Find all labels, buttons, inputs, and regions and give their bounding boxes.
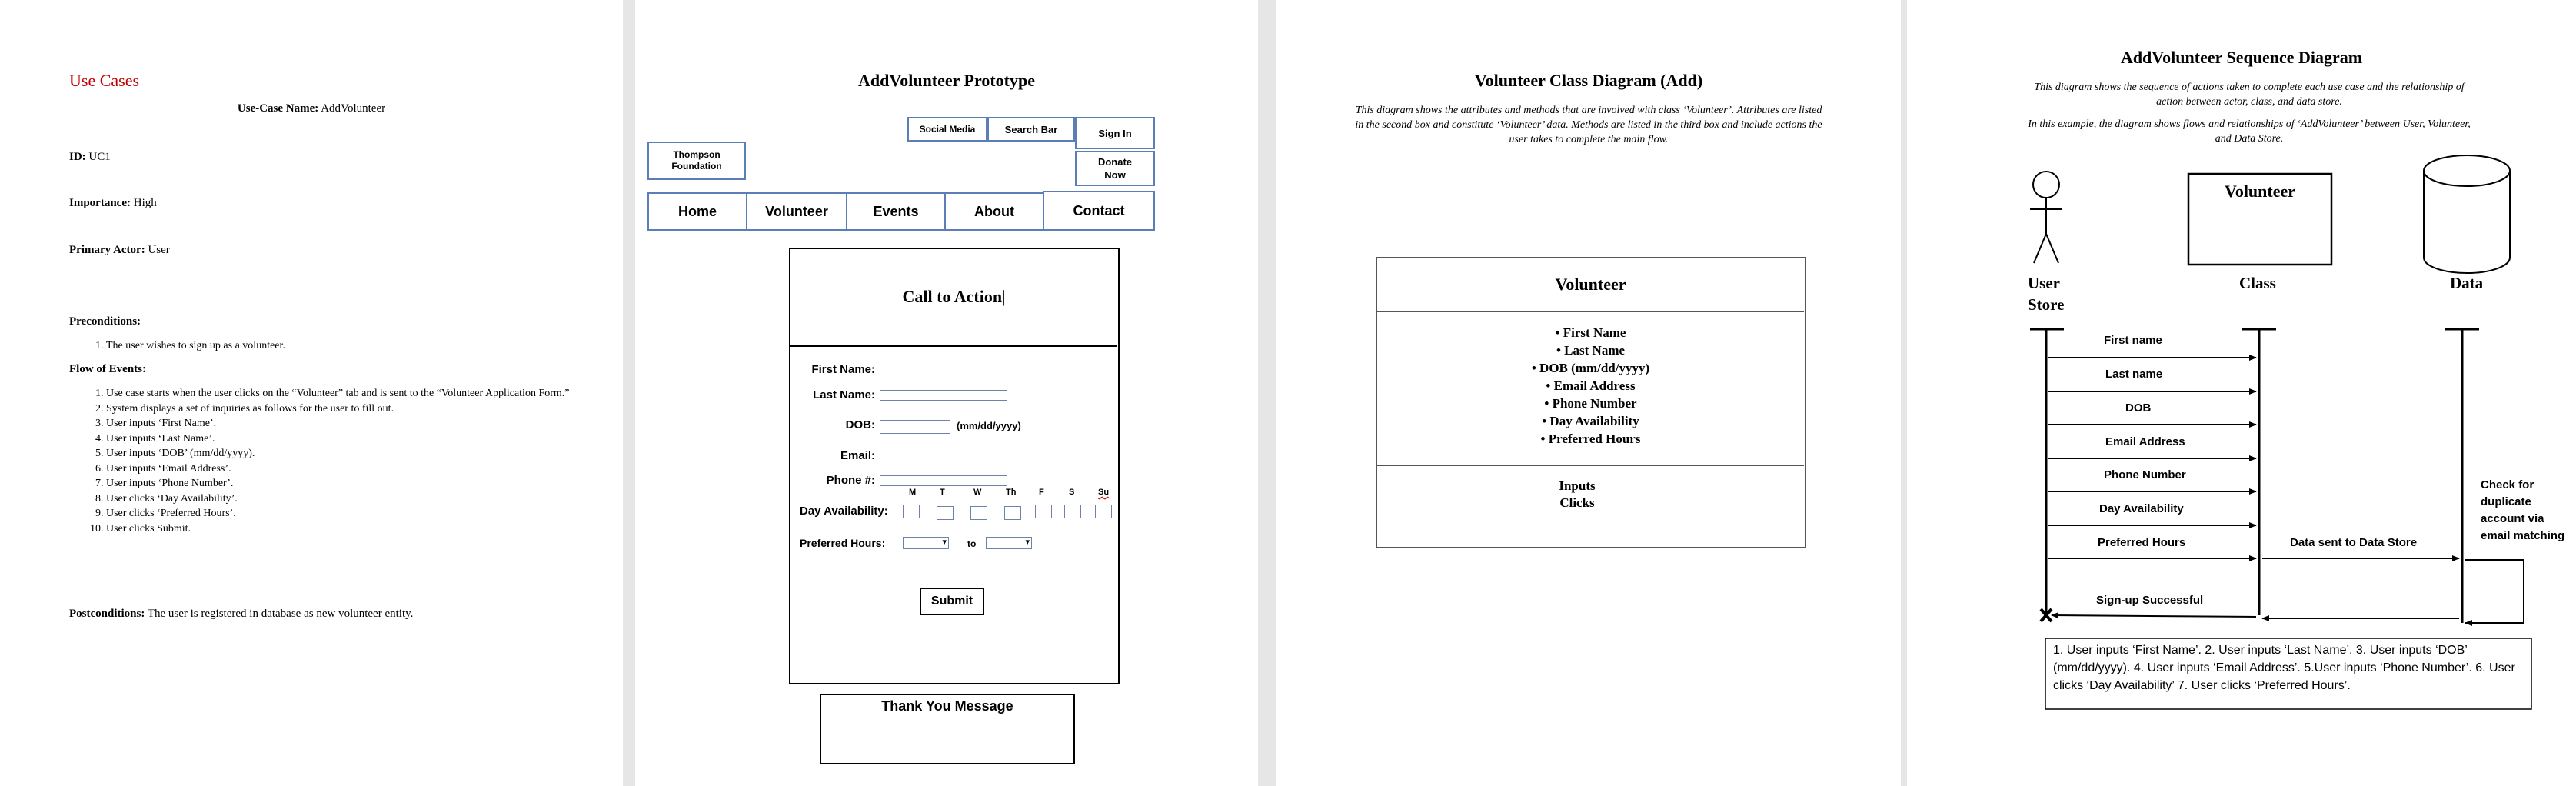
methods-box — [1531, 478, 1623, 511]
email-label: Email: — [840, 449, 875, 462]
list-item: 3. User inputs ‘First Name’. — [106, 416, 583, 431]
last-name-label: Last Name: — [813, 388, 875, 401]
phone-label: Phone #: — [826, 474, 875, 487]
first-name-input[interactable] — [880, 365, 1007, 375]
class-name: Volunteer — [1377, 258, 1804, 312]
attribute-item: • Last Name — [1556, 343, 1626, 358]
call-to-action: Call to Action | — [790, 249, 1117, 347]
message-label: Preferred Hours — [2098, 536, 2186, 549]
sign-in-button[interactable]: Sign In — [1075, 117, 1155, 149]
list-item: 4. User inputs ‘Last Name’. — [106, 431, 583, 447]
attribute-item: • Day Availability — [1542, 414, 1639, 428]
list-item: 1. The user wishes to sign up as a volunteer. — [106, 338, 583, 354]
list-item: 2. System displays a set of inquiries as follows for the user to fill out. — [106, 401, 583, 417]
method-item: Clicks — [1559, 495, 1595, 510]
day-sunday: Su — [1098, 488, 1110, 497]
message-label: First name — [2104, 334, 2162, 347]
use-case-importance: Importance: High — [69, 197, 157, 209]
social-media-button[interactable]: Social Media — [907, 117, 987, 142]
thank-you-message: Thank You Message — [820, 694, 1075, 764]
message-label: Email Address — [2105, 435, 2185, 448]
checkbox-saturday[interactable] — [1064, 505, 1081, 518]
list-item: 5. User inputs ‘DOB’ (mm/dd/yyyy). — [106, 446, 583, 461]
message-label: Day Availability — [2099, 502, 2184, 515]
list-item: 6. User inputs ‘Email Address’. — [106, 461, 583, 477]
flow-list — [85, 386, 583, 536]
list-item: 10. User clicks Submit. — [106, 521, 583, 537]
dob-label: DOB: — [845, 418, 875, 431]
list-item: 7. User inputs ‘Phone Number’. — [106, 476, 583, 491]
hours-end-select[interactable] — [986, 537, 1032, 549]
volunteer-form — [789, 248, 1120, 684]
message-label: DOB — [2125, 401, 2152, 415]
prototype-page — [635, 0, 1258, 786]
day-thursday: Th — [1006, 488, 1017, 497]
message-label: Phone Number — [2104, 468, 2186, 481]
sequence-description: This diagram shows the sequence of actions taken to complete each use case and the relationship of action between actor, class, and data store. — [2034, 82, 2465, 108]
preferred-hours-label: Preferred Hours: — [800, 537, 886, 549]
preconditions-list — [85, 338, 583, 354]
class-box — [1376, 257, 1806, 548]
checkbox-sunday[interactable] — [1095, 505, 1112, 518]
user-label: User — [2028, 274, 2060, 292]
sequence-diagram-title: AddVolunteer Sequence Diagram — [2120, 48, 2363, 67]
day-availability-label: Day Availability: — [800, 505, 888, 518]
database-icon — [2424, 155, 2510, 273]
class-diagram-description: This diagram shows the attributes and methods that are involved with class ‘Volunteer’. Attributes are listed in the second box and constitute ‘Volunteer’ data. Methods are listed in the third box and include actions the user takes to complete the main flow. — [1355, 105, 1822, 145]
sequence-example: In this example, the diagram shows flows and relationships of ‘AddVolunteer’ between User, Volunteer, and Data Store. — [2028, 118, 2471, 145]
to-label: to — [967, 538, 977, 549]
class-diagram-title: Volunteer Class Diagram (Add) — [1474, 71, 1703, 90]
chevron-down-icon: ▾ — [1023, 537, 1030, 548]
last-name-input[interactable] — [880, 390, 1007, 401]
nav-about[interactable]: About — [944, 192, 1044, 231]
use-case-id: ID: UC1 — [69, 151, 111, 163]
preconditions-label: Preconditions: — [69, 315, 141, 328]
day-tuesday: T — [940, 488, 945, 497]
checkbox-friday[interactable] — [1035, 505, 1052, 518]
day-saturday: S — [1069, 488, 1075, 497]
chevron-down-icon: ▾ — [940, 537, 947, 548]
hours-start-select[interactable] — [903, 537, 949, 549]
list-item: 9. User clicks ‘Preferred Hours’. — [106, 506, 583, 521]
attribute-item: • First Name — [1555, 325, 1626, 340]
dob-hint: (mm/dd/yyyy) — [957, 420, 1021, 431]
checkbox-monday[interactable] — [903, 505, 920, 518]
attributes-box — [1377, 311, 1804, 466]
use-cases-heading: Use Cases — [69, 71, 140, 90]
checkbox-wednesday[interactable] — [970, 506, 987, 520]
class-diagram-page — [1276, 0, 1901, 786]
nav-home[interactable]: Home — [647, 192, 747, 231]
store-label: Store — [2028, 295, 2065, 314]
email-input[interactable] — [880, 451, 1007, 461]
message-label: Last name — [2105, 368, 2163, 381]
logo[interactable]: Thompson Foundation — [647, 142, 746, 180]
attribute-item: • Preferred Hours — [1540, 431, 1641, 446]
message-arrows — [2048, 358, 2459, 618]
method-item: Inputs — [1559, 478, 1596, 493]
phone-input[interactable] — [880, 475, 1007, 486]
flow-label: Flow of Events: — [69, 363, 146, 375]
prototype-title: AddVolunteer Prototype — [858, 71, 1035, 90]
attribute-item: • Email Address — [1546, 378, 1636, 393]
list-item: 1. Use case starts when the user clicks on the “Volunteer” tab and is sent to the “Volunteer Application Form.” — [106, 386, 583, 401]
use-case-page — [0, 0, 623, 786]
data-sent-label: Data sent to Data Store — [2290, 536, 2418, 549]
checkbox-tuesday[interactable] — [937, 506, 954, 520]
nav-contact[interactable]: Contact — [1043, 191, 1155, 231]
user-actor-icon — [2030, 172, 2062, 263]
donate-now-button[interactable]: Donate Now — [1075, 151, 1155, 186]
use-case-name: Use-Case Name: AddVolunteer — [237, 102, 386, 115]
day-wednesday: W — [973, 488, 982, 497]
volunteer-box-label: Volunteer — [2224, 182, 2296, 201]
class-label: Class — [2239, 274, 2276, 292]
sequence-summary: 1. User inputs ‘First Name’. 2. User inputs ‘Last Name’. 3. User inputs ‘DOB’ (mm/dd/yyyy). 4. User inputs ‘Email Address’. 5.User inputs ‘Phone Number’. 6. User clicks ‘Day Availability’ 7. User clicks ‘Preferred Hours’. — [2053, 644, 2515, 692]
duplicate-check-loop — [2465, 560, 2524, 623]
duplicate-check-label: Check for duplicate account via email matching — [2481, 478, 2565, 542]
nav-events[interactable]: Events — [846, 192, 946, 231]
first-name-label: First Name: — [811, 363, 875, 376]
checkbox-thursday[interactable] — [1004, 506, 1021, 520]
dob-input[interactable] — [880, 420, 950, 434]
postconditions: Postconditions: The user is registered in database as new volunteer entity. — [69, 608, 414, 620]
nav-volunteer[interactable]: Volunteer — [746, 192, 847, 231]
use-case-actor: Primary Actor: User — [69, 244, 170, 256]
data-label: Data — [2450, 274, 2484, 292]
attribute-item: • Phone Number — [1544, 396, 1637, 411]
signup-success-label: Sign-up Successful — [2096, 594, 2204, 607]
day-friday: F — [1039, 488, 1044, 497]
search-bar[interactable]: Search Bar — [987, 117, 1075, 142]
sequence-diagram-page — [1907, 0, 2576, 786]
day-monday: M — [909, 488, 917, 497]
list-item: 8. User clicks ‘Day Availability’. — [106, 491, 583, 507]
submit-button[interactable]: Submit — [920, 588, 984, 615]
attribute-item: • DOB (mm/dd/yyyy) — [1531, 361, 1650, 375]
